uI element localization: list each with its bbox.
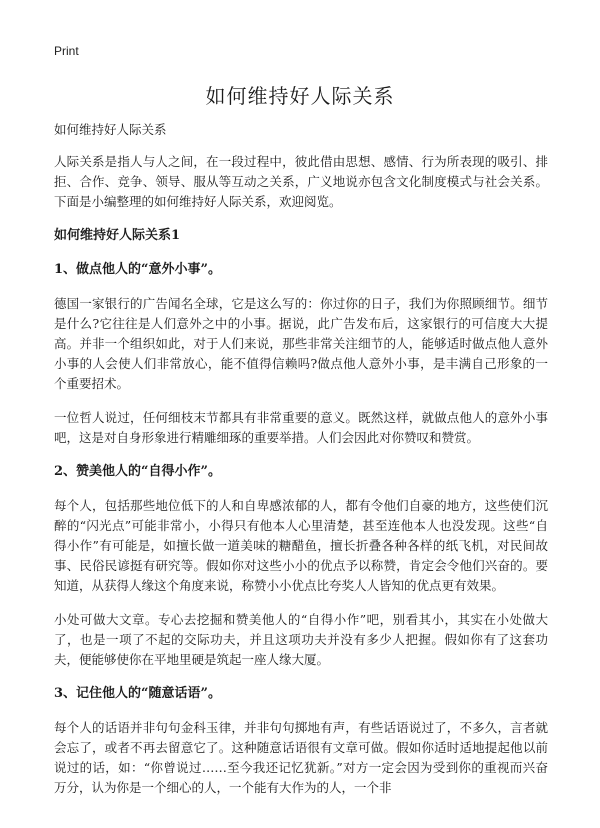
page-title: 如何维持好人际关系: [205, 84, 395, 108]
article-body: [54, 120, 548, 812]
section-title: 如何维持好人际关系1: [54, 228, 181, 243]
point-1-paragraph-2: 一位哲人说过，任何细枝末节都具有非常重要的意义。既然这样，就做点他人的意外小事吧，这是对自身形象进行精雕细琢的重要举措。人们会因此对你赞叹和赞赏。: [54, 410, 548, 445]
intro-paragraph: 人际关系是指人与人之间，在一段过程中，彼此借由思想、感情、行为所表现的吸引、排拒、合作、竞争、领导、服从等互动之关系，广义地说亦包含文化制度模式与社会关系。下面是小编整理的如何维持好人际关系，欢迎阅览。: [54, 154, 548, 209]
point-3-paragraph-1: 每个人的话语并非句句金科玉律，并非句句掷地有声，有些话语说过了，不多久，言者就会忘了，或者不再去留意它了。这种随意话语很有文章可做。假如你适时适地提起他以前说过的话，如：“你曾说过……至今我还记忆犹新。”对方一定会因为受到你的重视而兴奋万分，认为你是一个细心的人，一个能有大作为的人，一个非: [54, 720, 548, 795]
article-subtitle: 如何维持好人际关系: [54, 122, 167, 137]
point-1-paragraph-1: 德国一家银行的广告闻名全球，它是这么写的：你过你的日子，我们为你照顾细节。细节是什么?它往往是人们意外之中的小事。据说，此广告发布后，这家银行的可信度大大提高。并非一个组织如此，对于人们来说，那些非常关注细节的人，能够适时做点他人意外小事的人会使人们非常放心，能不值得信赖吗?做点他人意外小事，是丰满自己形象的一个重要招术。: [54, 296, 548, 391]
point-heading-2: 2、赞美他人的“自得小作”。: [54, 464, 222, 479]
point-2-paragraph-1: 每个人，包括那些地位低下的人和自卑感浓郁的人，都有令他们自豪的地方，这些使们沉醉的“闪光点”可能非常小，小得只有他本人心里清楚，甚至连他本人也没发现。这些“自得小作”有可能是，如擅长做一道美味的糖醋鱼，擅长折叠各种各样的纸飞机，对民间故事、民俗民谚挺有研究等。假如你对这些小小的优点予以称赞，肯定会令他们兴奋的。要知道，从获得人缘这个角度来说，称赞小小优点比夸奖人人皆知的优点更有效果。: [54, 498, 548, 593]
print-label[interactable]: Print: [54, 44, 79, 58]
point-heading-3: 3、记住他人的“随意话语”。: [54, 686, 222, 701]
point-heading-1: 1、做点他人的“意外小事”。: [54, 262, 222, 277]
point-2-paragraph-2: 小处可做大文章。专心去挖掘和赞美他人的“自得小作”吧，别看其小，其实在小处做大了，也是一项了不起的交际功夫，并且这项功夫并没有多少人把握。假如你有了这套功夫，便能够使你在平地里硬是筑起一座人缘大厦。: [54, 612, 548, 667]
